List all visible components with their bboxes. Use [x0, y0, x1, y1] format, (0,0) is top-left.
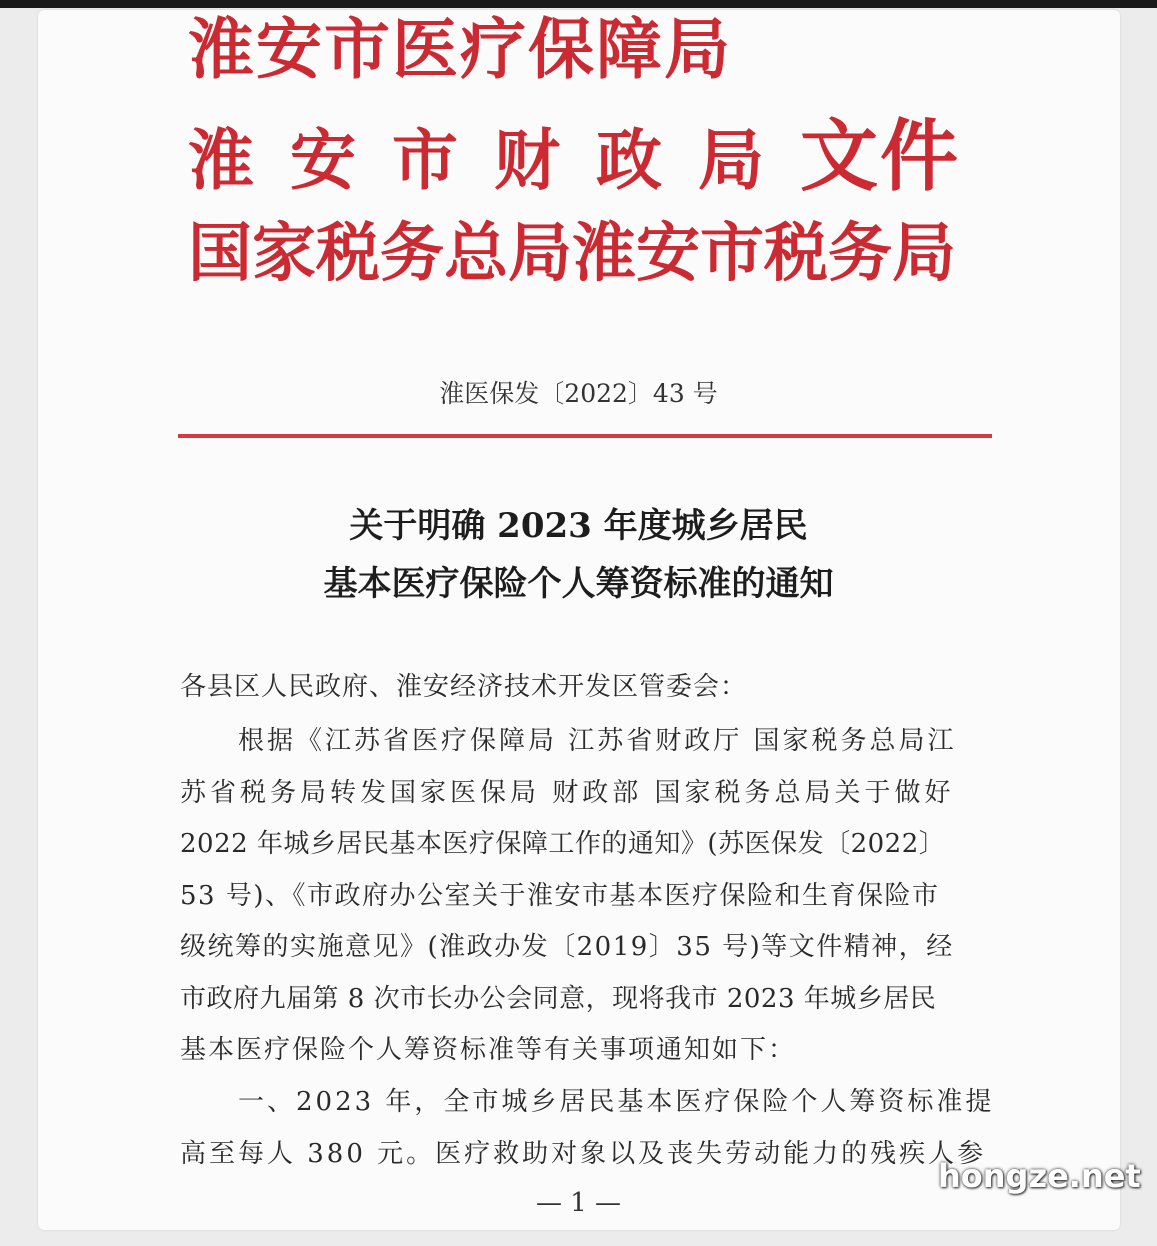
document-title-line-1: 关于明确 2023 年度城乡居民 [349, 506, 808, 546]
letterhead-line-3: 国家税务总局淮安市税务局 [188, 216, 956, 291]
body-line: 根据《江苏省医疗保障局 江苏省财政厅 国家税务总局江 [180, 726, 957, 756]
body-line: 一、2023 年，全市城乡居民基本医疗保险个人筹资标准提 [180, 1087, 995, 1117]
document-title-line-2: 基本医疗保险个人筹资标准的通知 [323, 564, 834, 604]
document-number: 淮医保发〔2022〕43 号 [439, 379, 718, 408]
body-line: 2022 年城乡居民基本医疗保障工作的通知》(苏医保发〔2022〕 [180, 829, 946, 859]
page-number: — 1 — [535, 1188, 622, 1218]
letterhead-line-2 [188, 111, 961, 202]
salutation: 各县区人民政府、淮安经济技术开发区管委会： [180, 672, 748, 702]
site-watermark: hongze.net [938, 1157, 1141, 1195]
body-line: 市政府九届第 8 次市长办公会同意，现将我市 2023 年城乡居民 [180, 983, 937, 1014]
letterhead-doc-suffix: 文件 [800, 111, 961, 202]
body-line: 苏省税务局转发国家医保局 财政部 国家税务总局关于做好 [180, 777, 955, 808]
letterhead-agency: 淮安市财政局 [188, 121, 800, 199]
body-line: 高至每人 380 元。医疗救助对象以及丧失劳动能力的残疾人参 [180, 1138, 987, 1169]
letterhead-line-1: 淮安市医疗保障局 [188, 10, 732, 88]
body-paragraph-2 [180, 1077, 995, 1180]
body-line: 级统筹的实施意见》(淮政办发〔2019〕35 号)等文件精神，经 [180, 932, 954, 962]
body-paragraph-1 [180, 716, 990, 1077]
body-line: 53 号)、《市政府办公室关于淮安市基本医疗保险和生育保险市 [180, 880, 940, 911]
top-border [0, 0, 1157, 8]
body-line: 基本医疗保险个人筹资标准等有关事项通知如下： [180, 1035, 797, 1065]
red-divider-line [178, 434, 992, 438]
